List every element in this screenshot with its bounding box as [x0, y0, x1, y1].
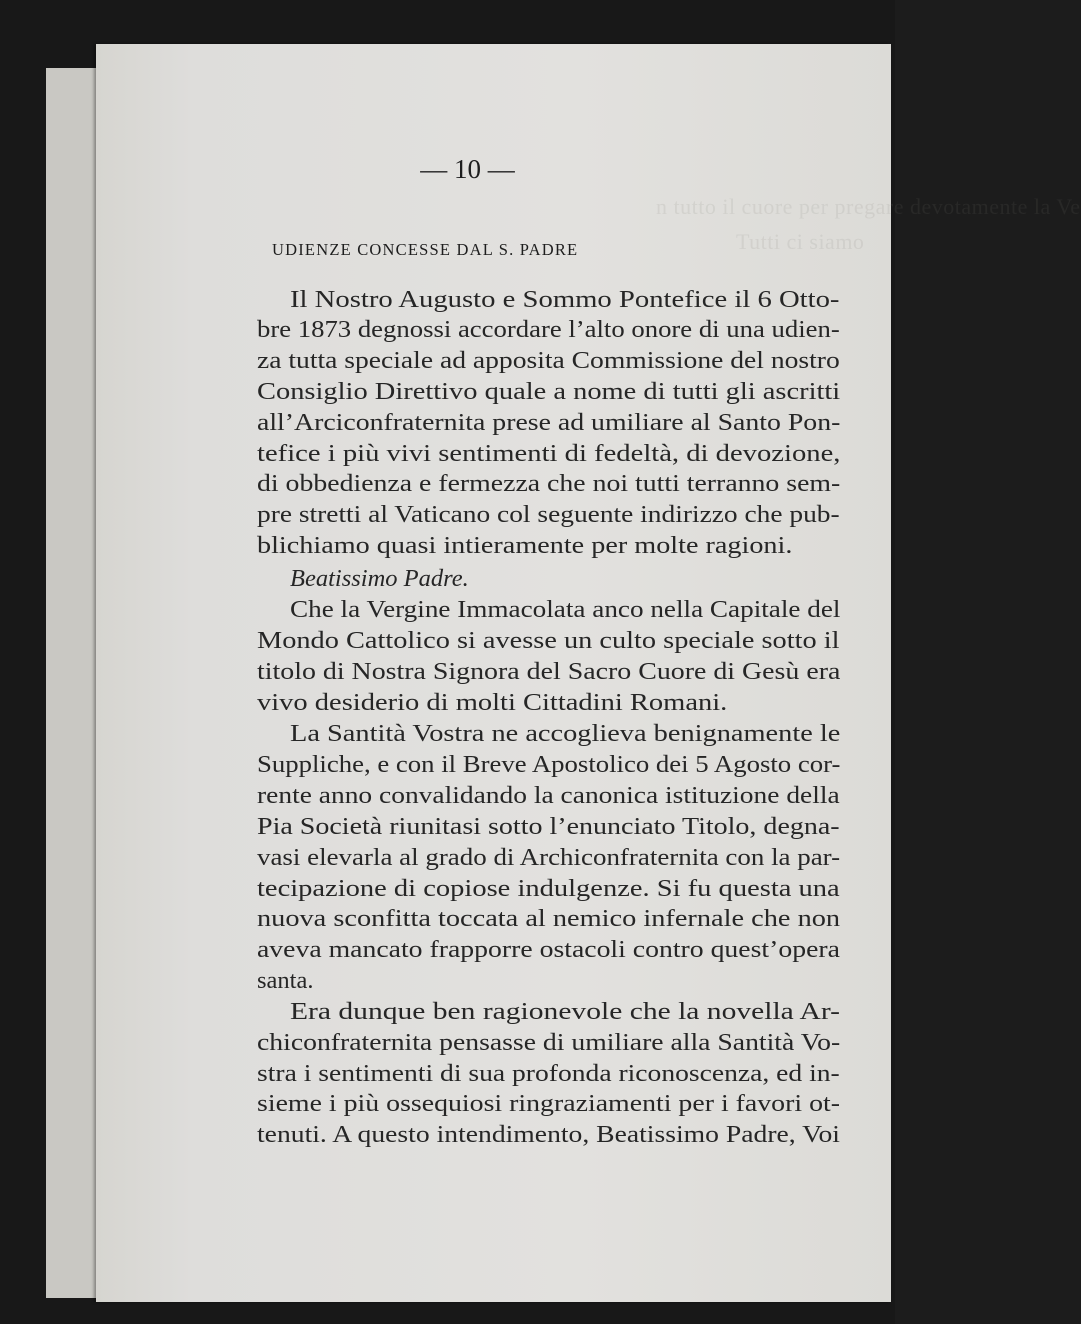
text-line: blichiamo quasi intieramente per molte ragioni.	[257, 532, 793, 559]
text-line: tecipazione di copiose indulgenze. Si fu questa una	[257, 875, 840, 902]
text-line: vasi elevarla al grado di Archiconfraternita con la par-	[257, 844, 841, 871]
text-line: La Santità Vostra ne accoglieva benignamente le	[290, 720, 841, 747]
section-heading: UDIENZE CONCESSE DAL S. PADRE	[272, 240, 579, 259]
text-line: Era dunque ben ragionevole che la novella Ar-	[290, 998, 840, 1025]
text-line: tenuti. A questo intendimento, Beatissimo Padre, Voi	[257, 1121, 840, 1148]
text-line: titolo di Nostra Signora del Sacro Cuore di Gesù era	[257, 658, 841, 685]
text-line: nuova sconfitta toccata al nemico infernale che non	[257, 905, 841, 932]
salutation-line: Beatissimo Padre.	[290, 565, 469, 592]
text-line: chiconfraternita pensasse di umiliare alla Santità Vo-	[257, 1029, 841, 1056]
text-line: di obbedienza e fermezza che noi tutti terranno sem-	[257, 470, 841, 497]
text-line: Suppliche, e con il Breve Apostolico dei 5 Agosto cor-	[257, 751, 841, 778]
text-line: Il Nostro Augusto e Sommo Pontefice il 6 Otto-	[290, 286, 840, 313]
text-line: rente anno convalidando la canonica istituzione della	[257, 782, 840, 809]
text-line: bre 1873 degnossi accordare l’alto onore di una udien-	[257, 316, 840, 343]
text-line: Pia Società riunitasi sotto l’enunciato Titolo, degna-	[257, 813, 840, 840]
text-line: Che la Vergine Immacolata anco nella Capitale del	[290, 596, 841, 623]
text-line: Consiglio Direttivo quale a nome di tutti gli ascritti	[257, 378, 841, 405]
text-line: stra i sentimenti di sua profonda riconoscenza, ed in-	[257, 1060, 840, 1087]
text-line: all’Arciconfraternita prese ad umiliare al Santo Pon-	[257, 409, 841, 436]
page-number: — 10 —	[420, 154, 515, 184]
text-line: santa.	[257, 967, 314, 994]
text-line: aveva mancato frapporre ostacoli contro quest’opera	[257, 936, 840, 963]
text-line: vivo desiderio di molti Cittadini Romani.	[257, 689, 728, 716]
text-line: sieme i più ossequiosi ringraziamenti per i favori ot-	[257, 1090, 841, 1117]
text-line: tefice i più vivi sentimenti di fedeltà, di devozione,	[257, 440, 841, 467]
text-line: pre stretti al Vaticano col seguente indirizzo che pub-	[257, 501, 840, 528]
text-line: za tutta speciale ad apposita Commissione del nostro	[257, 347, 840, 374]
text-line: Mondo Cattolico si avesse un culto speciale sotto il	[257, 627, 840, 654]
show-through: Tutti ci siamo	[736, 229, 865, 254]
show-through: n tutto il cuore per pregare devotamente la Ve	[656, 194, 1081, 219]
